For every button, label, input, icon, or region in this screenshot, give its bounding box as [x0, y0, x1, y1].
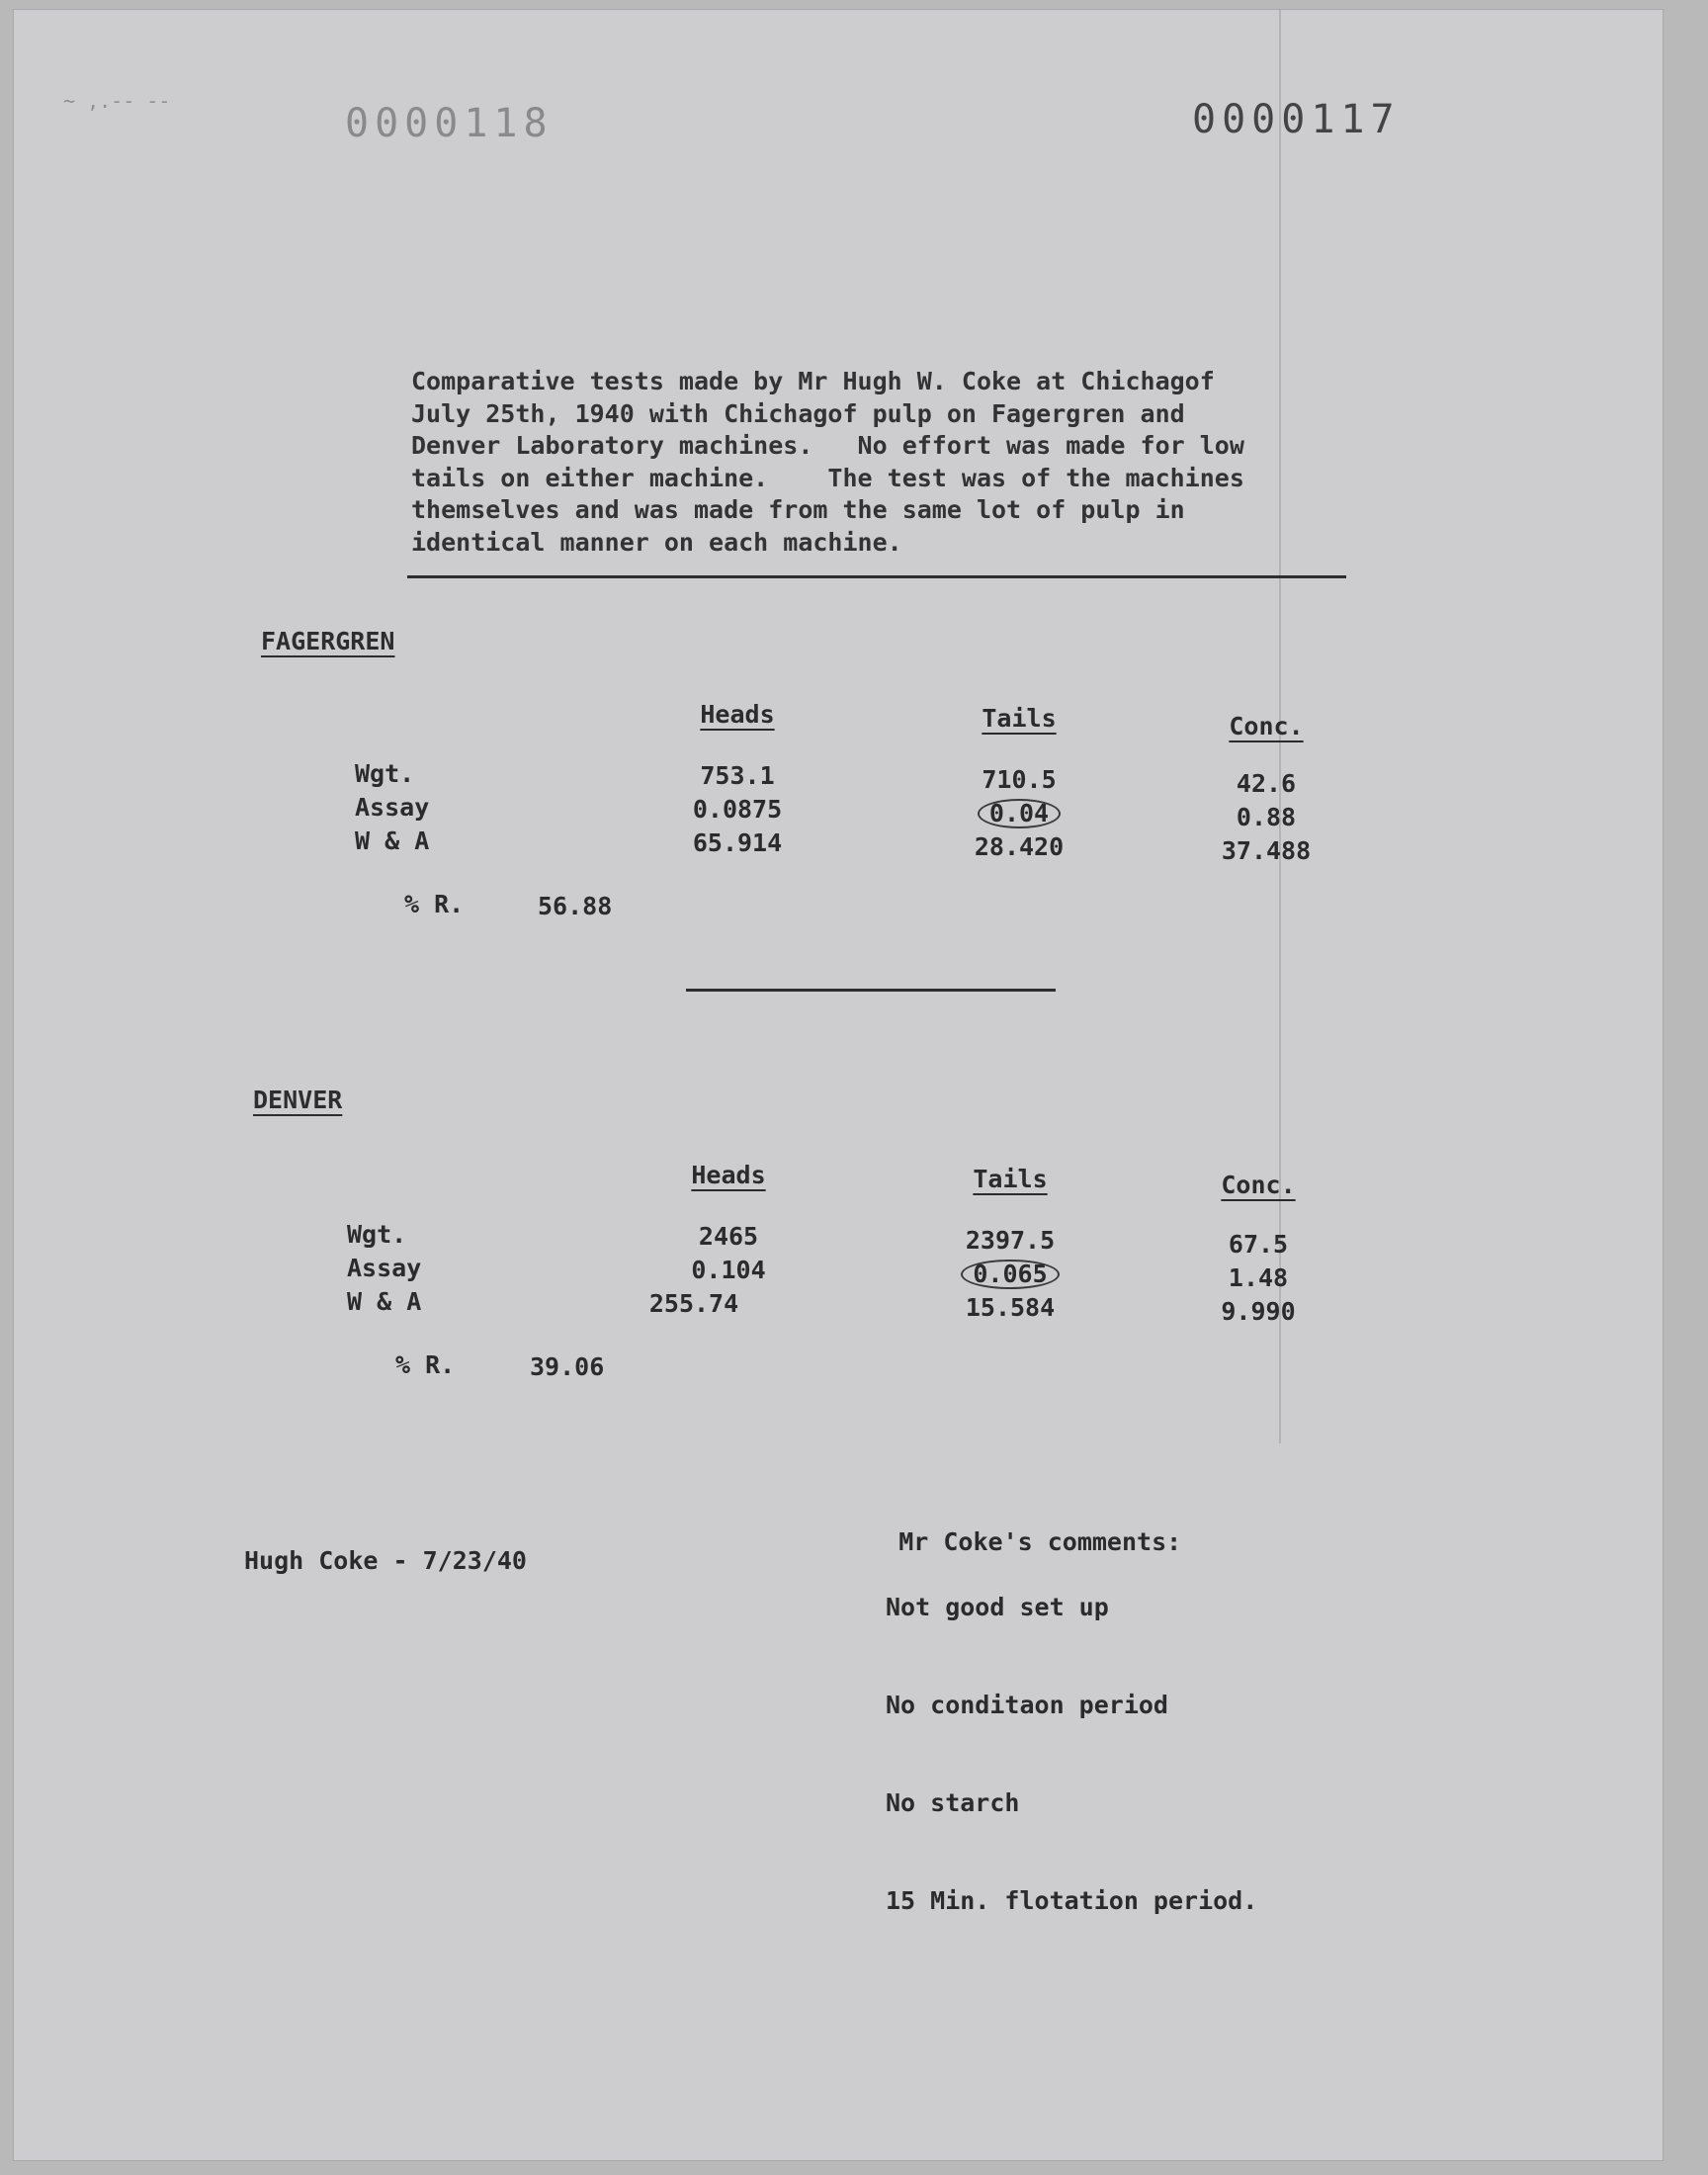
intro-line: themselves and was made from the same lot of pulp in	[411, 495, 1185, 524]
comment-item: 15 Min. flotation period.	[886, 1886, 1258, 1915]
pencil-mark: ~ ,.-- --	[63, 89, 171, 113]
denver-cell: 15.584	[965, 1293, 1056, 1322]
intro-rule	[407, 575, 1346, 578]
intro-line: identical manner on each machine.	[411, 527, 902, 557]
intro-line: July 25th, 1940 with Chichagof pulp on Fagergren and	[411, 398, 1185, 428]
intro-line: Denver Laboratory machines. No effort was made for low	[411, 431, 1244, 460]
fagergren-col-tails: Tails	[982, 704, 1057, 733]
comment-item: No conditaon period	[886, 1691, 1168, 1719]
signature-line: Hugh Coke - 7/23/40	[244, 1546, 527, 1575]
fagergren-col-heads: Heads	[700, 700, 775, 729]
fagergren-cell: 37.488	[1221, 836, 1312, 865]
circled-value: 0.04	[978, 799, 1061, 828]
denver-col-heads: Heads	[691, 1161, 766, 1189]
document-page	[14, 10, 1663, 2160]
fagergren-row-label: W & A	[355, 826, 430, 855]
circled-value: 0.065	[961, 1260, 1059, 1289]
intro-line: Comparative tests made by Mr Hugh W. Coke at Chichagof	[411, 367, 1215, 395]
fagergren-cell: 28.420	[974, 832, 1065, 861]
section-divider	[686, 989, 1056, 992]
denver-row-label: W & A	[347, 1287, 422, 1316]
denver-cell: 0.104	[691, 1256, 766, 1284]
denver-col-tails: Tails	[973, 1165, 1048, 1193]
fagergren-cell: 0.0875	[692, 795, 783, 824]
stamp-number-left: 0000118	[345, 101, 554, 146]
denver-cell: 9.990	[1221, 1297, 1296, 1326]
denver-recovery-value: 39.06	[530, 1352, 605, 1381]
denver-cell: 67.5	[1228, 1230, 1289, 1259]
comments-block	[839, 1493, 1257, 1982]
denver-cell-circled	[931, 1258, 1089, 1291]
fagergren-recovery-value: 56.88	[538, 892, 613, 920]
intro-line: tails on either machine. The test was of the machines	[411, 463, 1244, 492]
denver-cell: 2465	[698, 1222, 759, 1251]
denver-heading: DENVER	[253, 1086, 343, 1114]
fagergren-cell-circled	[940, 797, 1098, 830]
fagergren-col-conc: Conc.	[1229, 712, 1304, 740]
denver-row-label: Wgt.	[347, 1220, 407, 1249]
stamp-number-right: 0000117	[1192, 97, 1401, 142]
denver-cell: 1.48	[1228, 1263, 1289, 1292]
comment-item: No starch	[886, 1788, 1020, 1817]
fagergren-recovery-label: % R.	[404, 890, 465, 918]
fagergren-cell: 65.914	[692, 828, 783, 857]
denver-col-conc: Conc.	[1221, 1171, 1296, 1199]
intro-paragraph	[411, 366, 1360, 559]
fagergren-cell: 0.88	[1236, 803, 1297, 831]
denver-row-label: Assay	[347, 1254, 422, 1282]
denver-recovery-label: % R.	[395, 1350, 456, 1379]
denver-cell: 2397.5	[965, 1226, 1056, 1255]
fagergren-cell: 42.6	[1236, 769, 1297, 798]
fagergren-cell: 710.5	[982, 765, 1057, 794]
fagergren-heading: FAGERGREN	[261, 627, 395, 655]
comments-title: Mr Coke's comments:	[898, 1527, 1182, 1556]
denver-cell: 255.74	[648, 1289, 739, 1318]
fagergren-row-label: Wgt.	[355, 759, 415, 788]
fagergren-row-label: Assay	[355, 793, 430, 822]
fagergren-cell: 753.1	[700, 761, 775, 790]
comment-item: Not good set up	[886, 1593, 1109, 1621]
